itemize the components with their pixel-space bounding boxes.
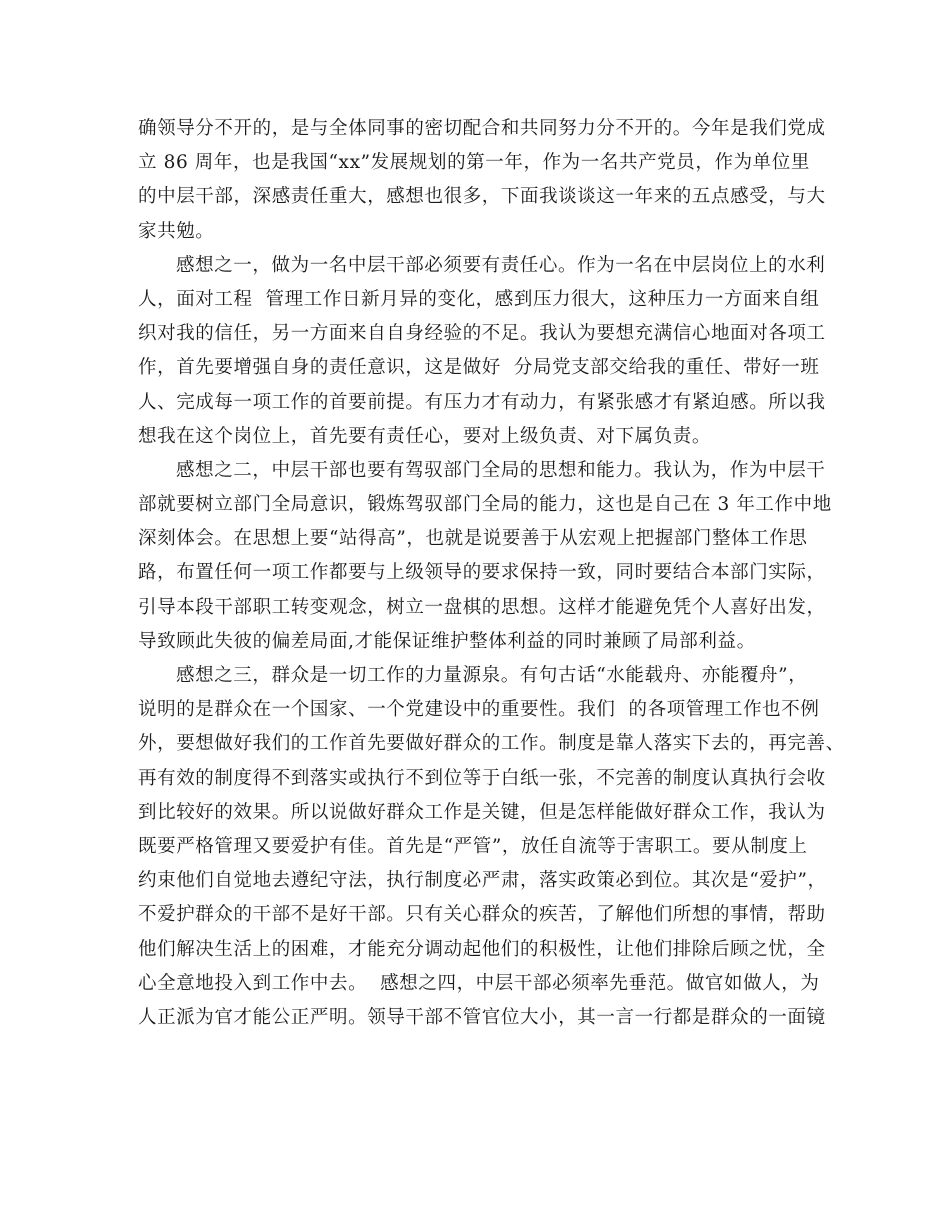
text-line: 外，要想做好我们的工作首先要做好群众的工作。制度是靠人落实下去的，再完善、 [138,733,845,755]
text-line: 到比较好的效果。所以说做好群众工作是关键，但是怎样能做好群众工作，我认为 [138,801,826,823]
body-text [138,112,845,1035]
text-line: 织对我的信任，另一方面来自自身经验的不足。我认为要想充满信心地面对各项工 [138,323,826,345]
text-line: 确领导分不开的，是与全体同事的密切配合和共同努力分不开的。今年是我们党成 [138,118,826,139]
text-line: 人，面对工程 管理工作日新月异的变化，感到压力很大，这种压力一方面来自组 [138,288,820,310]
text-line: 感想之二，中层干部也要有驾驭部门全局的思想和能力。我认为，作为中层干 [176,459,826,481]
text-line: 深刻体会。在思想上要“站得高”，也就是说要善于从宏观上把握部门整体工作思 [138,528,808,550]
text-line: 心全意地投入到工作中去。 感想之四，中层干部必须率先垂范。做官如做人，为 [138,972,820,994]
text-line: 说明的是群众在一个国家、一个党建设中的重要性。我们 的各项管理工作也不例 [138,699,820,721]
text-line: 感想之一，做为一名中层干部必须要有责任心。作为一名在中层岗位上的水利 [176,254,826,276]
text-line: 导致顾此失彼的偏差局面,才能保证维护整体利益的同时兼顾了局部利益。 [138,630,756,652]
text-line: 既要严格管理又要爱护有佳。首先是“严管”，放任自流等于害职工。要从制度上 [138,835,808,857]
text-line: 不爱护群众的干部不是好干部。只有关心群众的疾苦，了解他们所想的事情，帮助 [138,904,826,926]
text-line: 部就要树立部门全局意识，锻炼驾驭部门全局的能力，这也是自己在 3 年工作中地 [138,494,832,516]
text-line: 家共勉。 [138,220,215,242]
text-line: 的中层干部，深感责任重大，感想也很多，下面我谈谈这一年来的五点感受，与大 [138,186,826,208]
text-line: 人、完成每一项工作的首要前提。有压力才有动力，有紧张感才有紧迫感。所以我 [138,391,826,413]
text-line: 他们解决生活上的困难，才能充分调动起他们的积极性，让他们排除后顾之忧，全 [138,938,826,960]
text-line: 约束他们自觉地去遵纪守法，执行制度必严肃，落实政策必到位。其次是“爱护”， [138,870,827,892]
text-line: 感想之三，群众是一切工作的力量源泉。有句古话“水能载舟、亦能覆舟”， [176,665,808,686]
text-line: 路，布置任何一项工作都要与上级领导的要求保持一致，同时要结合本部门实际， [138,562,826,584]
text-line: 人正派为官才能公正严明。领导干部不管官位大小，其一言一行都是群众的一面镜 [138,1006,826,1028]
text-line: 作，首先要增强自身的责任意识，这是做好 分局党支部交给我的重任、带好一班 [138,357,820,379]
text-line: 再有效的制度得不到落实或执行不到位等于白纸一张，不完善的制度认真执行会收 [138,767,826,789]
text-line: 立 86 周年，也是我国“xx”发展规划的第一年，作为一名共产党员，作为单位里 [138,152,810,174]
text-line: 引导本段干部职工转变观念，树立一盘棋的思想。这样才能避免凭个人喜好出发， [138,596,826,618]
text-line: 想我在这个岗位上，首先要有责任心，要对上级负责、对下属负责。 [138,425,712,447]
